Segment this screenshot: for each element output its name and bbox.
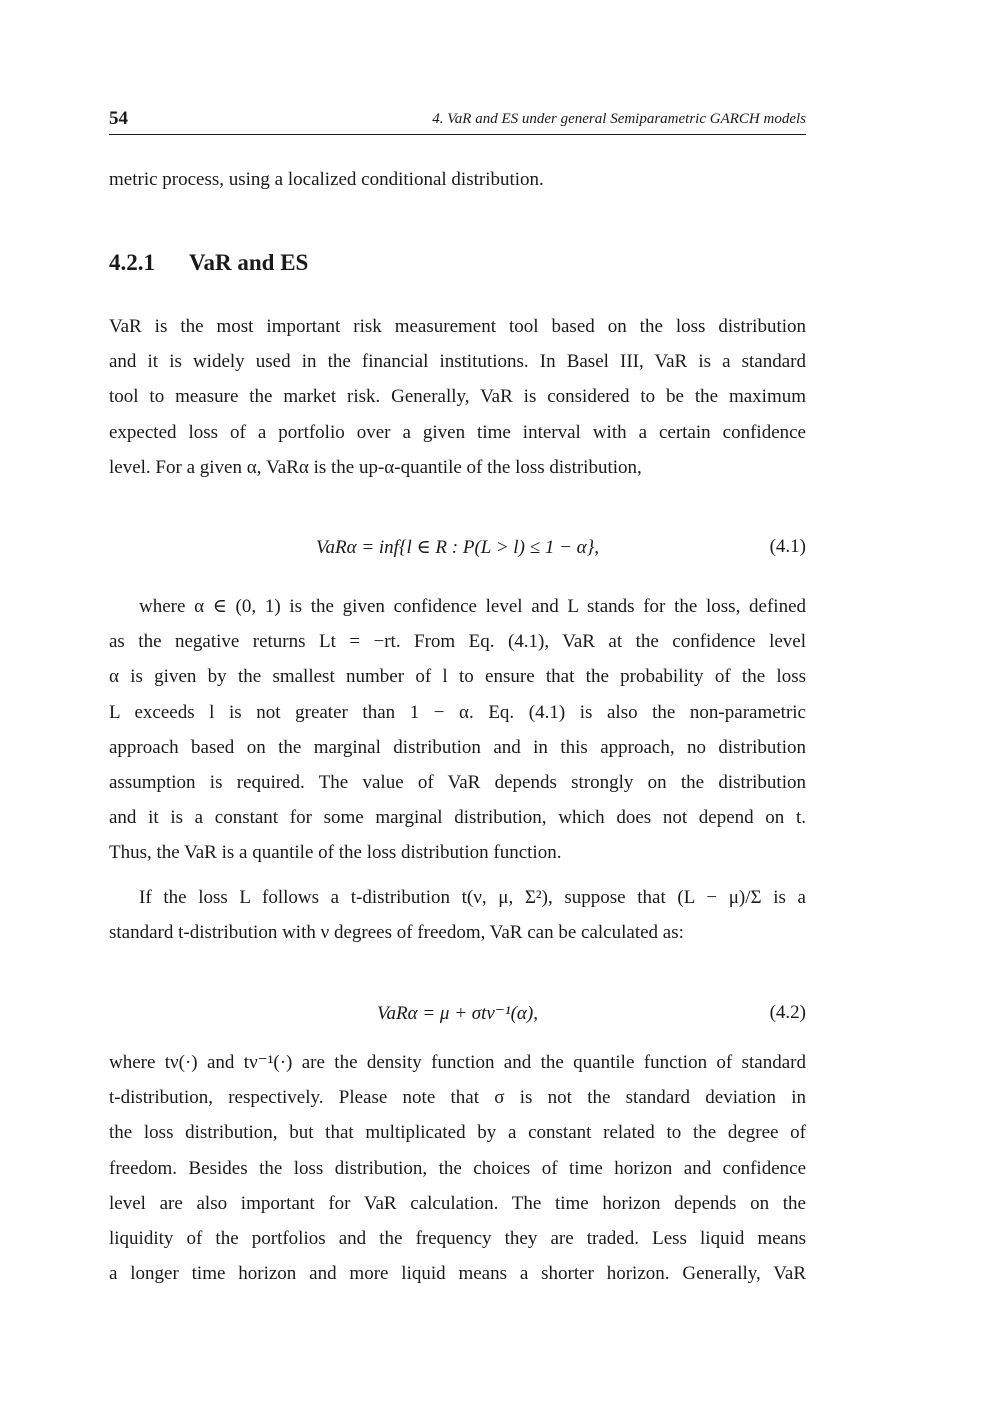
text-line: assumption is required. The value of VaR depends strongly on the distribution [109, 772, 806, 794]
section-heading [109, 250, 308, 276]
text-line: t-distribution, respectively. Please note that σ is not the standard deviation in [109, 1087, 806, 1109]
text-line: Thus, the VaR is a quantile of the loss distribution function. [109, 842, 562, 864]
section-title: VaR and ES [189, 250, 309, 275]
paragraph-1 [109, 309, 806, 485]
text-line: a longer time horizon and more liquid means a shorter horizon. Generally, VaR [109, 1263, 806, 1285]
text-line: metric process, using a localized conditional distribution. [109, 169, 544, 190]
equation-number: (4.2) [769, 1002, 806, 1023]
text-line: expected loss of a portfolio over a given time interval with a certain confidence [109, 421, 806, 443]
text-line: L exceeds l is not greater than 1 − α. Eq. (4.1) is also the non-parametric [109, 701, 806, 723]
text-line: and it is widely used in the financial institutions. In Basel III, VaR is a standard [109, 351, 806, 373]
paragraph-3 [109, 880, 806, 950]
text-line: and it is a constant for some marginal distribution, which does not depend on t. [109, 807, 806, 829]
text-line: the loss distribution, but that multiplicated by a constant related to the degree of [109, 1122, 806, 1144]
equation-4-1 [109, 528, 806, 568]
text-line: level are also important for VaR calculation. The time horizon depends on the [109, 1192, 806, 1214]
paragraph-4 [109, 1045, 806, 1291]
page-number: 54 [109, 108, 128, 129]
running-head: 4. VaR and ES under general Semiparametric GARCH models [432, 111, 806, 127]
text-line: approach based on the marginal distribution and in this approach, no distribution [109, 736, 806, 758]
paragraph-2 [109, 589, 806, 871]
text-line: α is given by the smallest number of l to ensure that the probability of the loss [109, 666, 806, 688]
text-line: standard t-distribution with ν degrees of freedom, VaR can be calculated as: [109, 922, 684, 944]
text-line: where α ∈ (0, 1) is the given confidence level and L stands for the loss, defined [139, 596, 806, 617]
intro-line [109, 162, 806, 197]
text-line: liquidity of the portfolios and the frequency they are traded. Less liquid means [109, 1228, 806, 1250]
text-line: freedom. Besides the loss distribution, the choices of time horizon and confidence [109, 1157, 806, 1179]
text-line: level. For a given α, VaRα is the up-α-quantile of the loss distribution, [109, 456, 642, 478]
text-line: If the loss L follows a t-distribution t(ν, μ, Σ²), suppose that (L − μ)/Σ is a [139, 887, 806, 908]
equation-number: (4.1) [769, 536, 806, 557]
text-line: where tν(·) and tν⁻¹(·) are the density function and the quantile function of standard [109, 1052, 806, 1073]
equation-4-2 [109, 994, 806, 1034]
equation-body: VaRα = inf{l ∈ R : P(L > l) ≤ 1 − α}, [316, 537, 599, 558]
text-line: VaR is the most important risk measurement tool based on the loss distribution [109, 316, 806, 337]
text-line: tool to measure the market risk. Generally, VaR is considered to be the maximum [109, 386, 806, 408]
page-header [109, 106, 806, 135]
section-number: 4.2.1 [109, 250, 155, 275]
text-line: as the negative returns Lt = −rt. From Eq. (4.1), VaR at the confidence level [109, 631, 806, 653]
equation-body: VaRα = μ + σtν⁻¹(α), [377, 1003, 538, 1024]
